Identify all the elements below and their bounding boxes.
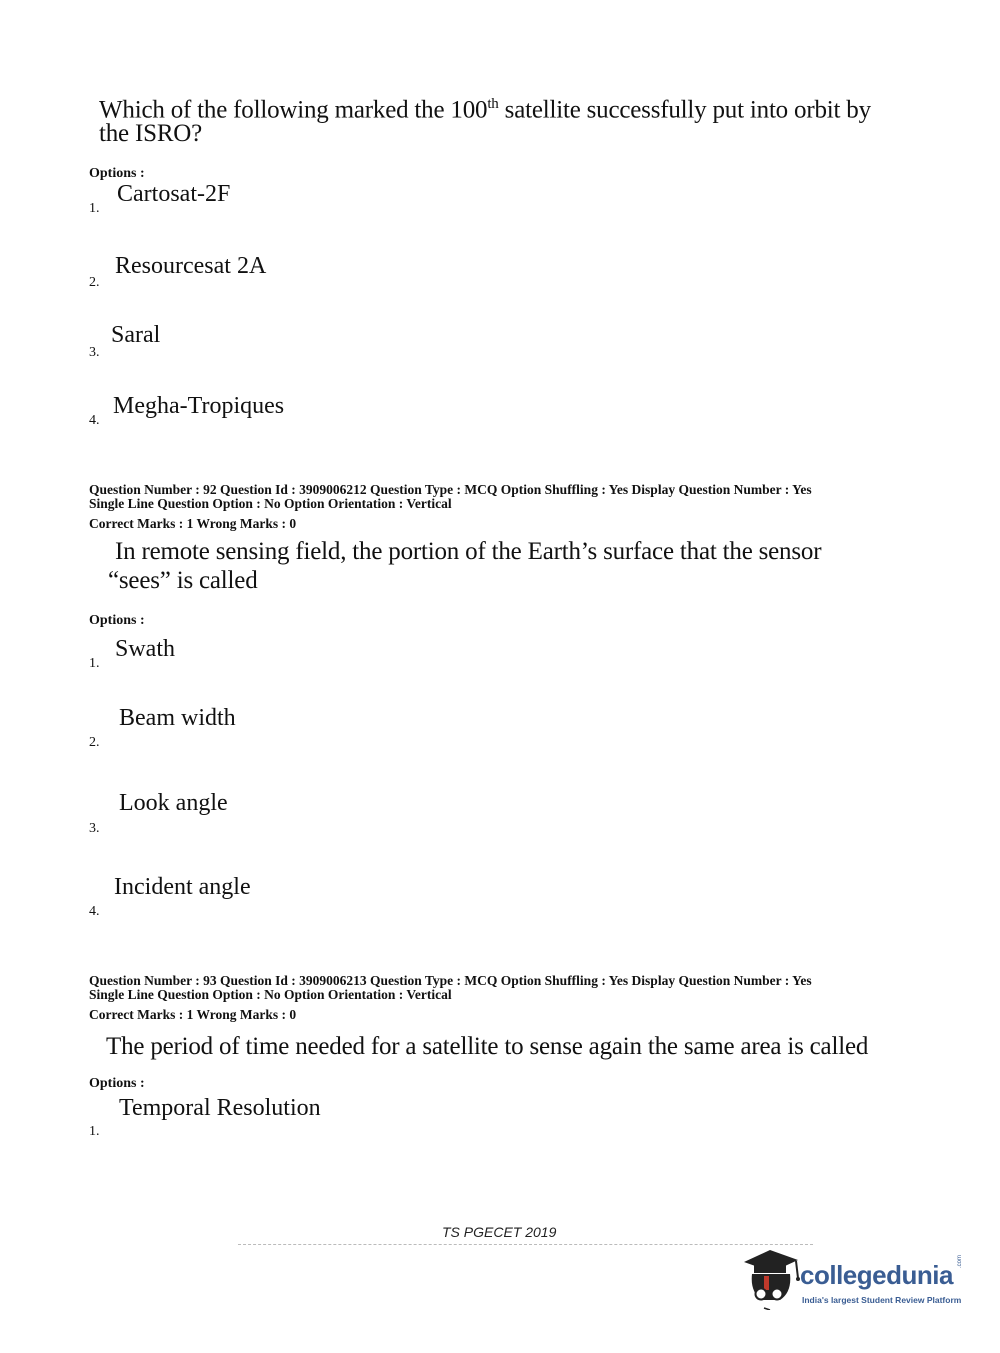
q92-question-text-line1: In remote sensing field, the portion of the Earth’s surface that the sensor <box>115 538 822 565</box>
q93-option-1-text: Temporal Resolution <box>119 1095 321 1121</box>
q91-option-4-number: 4. <box>89 413 100 428</box>
footer-divider <box>238 1244 813 1245</box>
q93-meta-line2: Single Line Question Option : No Option Orientation : Vertical <box>89 987 452 1002</box>
q92-option-3-number: 3. <box>89 821 100 836</box>
logo-tagline: India's largest Student Review Platform <box>802 1295 962 1305</box>
q91-option-4-text: Megha-Tropiques <box>113 393 285 419</box>
q93-marks: Correct Marks : 1 Wrong Marks : 0 <box>89 1007 297 1022</box>
q92-option-1-text: Swath <box>115 636 175 662</box>
q92-meta-line2: Single Line Question Option : No Option Orientation : Vertical <box>89 496 452 511</box>
logo-com-suffix: .com <box>957 1254 963 1268</box>
footer-exam-title: TS PGECET 2019 <box>442 1224 557 1240</box>
q92-option-2-number: 2. <box>89 735 100 750</box>
q93-options-label: Options : <box>89 1076 145 1091</box>
q91-options-label: Options : <box>89 166 145 181</box>
q93-question-text-line1: The period of time needed for a satellite to sense again the same area is called <box>106 1033 869 1060</box>
q91-option-3-number: 3. <box>89 345 100 360</box>
q93-meta-line1: Question Number : 93 Question Id : 3909006213 Question Type : MCQ Option Shuffling : Yes Display Question Number : Yes <box>89 973 812 988</box>
graduation-mascot-icon <box>740 1246 802 1310</box>
q91-option-3-text: Saral <box>111 322 161 348</box>
q92-option-1-number: 1. <box>89 656 100 671</box>
q92-meta-line1: Question Number : 92 Question Id : 3909006212 Question Type : MCQ Option Shuffling : Yes Display Question Number : Yes <box>89 482 812 497</box>
q93-option-1-number: 1. <box>89 1124 100 1139</box>
q92-option-2-text: Beam width <box>119 705 236 731</box>
q91-option-2-number: 2. <box>89 275 100 290</box>
logo-wordmark: collegedunia <box>800 1260 953 1290</box>
q92-option-4-number: 4. <box>89 904 100 919</box>
q91-option-1-text: Cartosat-2F <box>117 181 231 207</box>
q92-options-label: Options : <box>89 613 145 628</box>
q91-question-text-line1: Which of the following marked the 100th satellite successfully put into orbit by <box>99 96 871 124</box>
q92-question-text-line2: “sees” is called <box>108 567 258 594</box>
q91-option-2-text: Resourcesat 2A <box>115 253 267 279</box>
q92-marks: Correct Marks : 1 Wrong Marks : 0 <box>89 516 297 531</box>
q91-question-text-line2: the ISRO? <box>99 120 203 147</box>
q92-option-3-text: Look angle <box>119 790 228 816</box>
q91-option-1-number: 1. <box>89 201 100 216</box>
collegedunia-logo <box>740 1246 970 1316</box>
q92-option-4-text: Incident angle <box>114 874 251 900</box>
